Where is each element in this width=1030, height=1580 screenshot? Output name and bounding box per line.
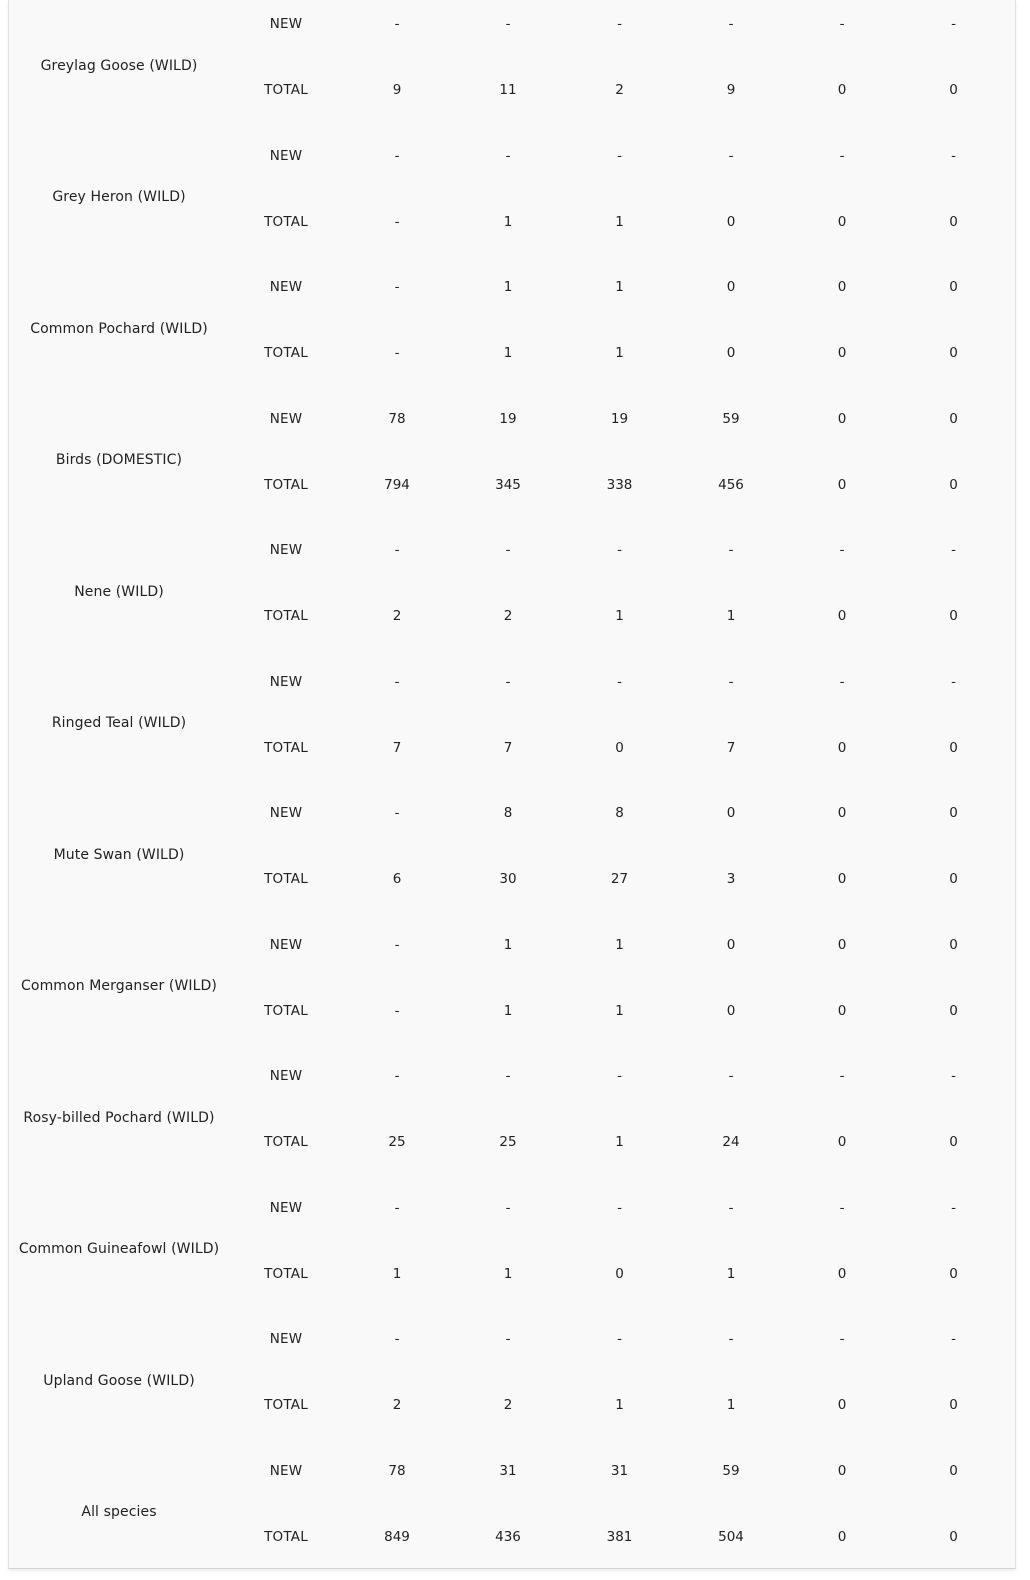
table-cell: 0 xyxy=(949,1528,958,1545)
new-cases-row xyxy=(9,672,1015,692)
new-cases-row xyxy=(9,146,1015,166)
table-cell: 345 xyxy=(495,476,521,493)
table-cell: 1 xyxy=(615,345,624,361)
table-cell: 0 xyxy=(837,608,847,624)
table-cell: 0 xyxy=(837,739,847,756)
row-type-label: NEW xyxy=(269,16,303,32)
table-cell: 1 xyxy=(503,213,513,230)
table-cell: 0 xyxy=(837,936,847,953)
table-cell: 2 xyxy=(392,608,402,624)
total-cases-row xyxy=(9,1132,1015,1152)
table-cell: - xyxy=(728,16,734,32)
table-cell: 0 xyxy=(949,1462,958,1479)
table-cell: 338 xyxy=(606,476,633,493)
total-cases-row xyxy=(9,1264,1015,1284)
table-cell: 0 xyxy=(837,476,847,493)
new-cases-row xyxy=(9,14,1015,34)
table-cell: - xyxy=(839,673,845,690)
new-cases-row xyxy=(9,803,1015,823)
row-type-label: NEW xyxy=(269,1462,303,1479)
table-cell: 2 xyxy=(392,1397,402,1413)
row-type-label: TOTAL xyxy=(264,345,308,361)
table-cell: - xyxy=(617,1331,622,1347)
table-cell: 0 xyxy=(837,213,847,230)
species-group xyxy=(9,1315,1015,1447)
table-cell: 0 xyxy=(949,608,958,624)
row-type-label: NEW xyxy=(269,936,303,953)
table-cell: 0 xyxy=(837,1528,847,1545)
table-cell: 0 xyxy=(949,213,958,230)
table-cell: 0 xyxy=(949,82,958,98)
table-cell: 0 xyxy=(837,410,847,427)
table-cell: 1 xyxy=(726,1397,736,1413)
row-type-label: NEW xyxy=(269,673,303,690)
table-cell: 0 xyxy=(949,805,958,821)
new-cases-row xyxy=(9,935,1015,955)
table-cell: - xyxy=(728,1331,734,1347)
table-cell: - xyxy=(951,1331,956,1347)
table-cell: 0 xyxy=(949,476,958,493)
species-name: Common Pochard (WILD) xyxy=(30,320,208,337)
species-name: Greylag Goose (WILD) xyxy=(40,57,198,74)
outbreak-table-panel xyxy=(8,0,1016,1569)
table-cell: - xyxy=(728,542,734,558)
table-cell: 1 xyxy=(392,1265,402,1282)
new-cases-row xyxy=(9,540,1015,560)
table-cell: - xyxy=(839,147,845,164)
table-cell: - xyxy=(394,147,400,164)
row-type-label: TOTAL xyxy=(264,476,308,493)
total-cases-row xyxy=(9,1527,1015,1547)
table-cell: 0 xyxy=(837,1397,847,1413)
new-cases-row xyxy=(9,277,1015,297)
new-cases-row xyxy=(9,1198,1015,1218)
total-cases-row xyxy=(9,606,1015,626)
species-name: Mute Swan (WILD) xyxy=(53,846,185,863)
table-cell: 0 xyxy=(949,345,958,361)
table-cell: 1 xyxy=(615,1397,624,1413)
table-cell: 794 xyxy=(384,476,410,493)
species-name: Rosy-billed Pochard (WILD) xyxy=(23,1109,215,1126)
row-type-label: TOTAL xyxy=(264,871,308,887)
table-cell: 2 xyxy=(503,1397,513,1413)
table-cell: 1 xyxy=(503,1002,513,1019)
table-cell: 1 xyxy=(503,936,513,953)
table-cell: - xyxy=(839,1068,845,1084)
table-cell: 0 xyxy=(837,871,847,887)
table-cell: - xyxy=(951,673,956,690)
table-cell: 27 xyxy=(610,871,629,887)
table-cell: - xyxy=(728,673,734,690)
table-cell: 0 xyxy=(837,82,847,98)
table-cell: 25 xyxy=(499,1134,517,1150)
table-cell: 24 xyxy=(722,1134,740,1150)
table-cell: 1 xyxy=(503,279,513,295)
table-cell: - xyxy=(839,16,845,32)
table-cell: - xyxy=(394,805,400,821)
table-cell: 0 xyxy=(949,871,958,887)
table-cell: 0 xyxy=(949,936,958,953)
total-cases-row xyxy=(9,343,1015,363)
table-cell: 0 xyxy=(949,1002,958,1019)
table-cell: - xyxy=(394,16,400,32)
table-cell: - xyxy=(394,1068,400,1084)
table-cell: 0 xyxy=(726,805,736,821)
table-cell: 31 xyxy=(610,1462,629,1479)
table-cell: 1 xyxy=(615,1134,624,1150)
table-cell: 1 xyxy=(615,1002,624,1019)
total-cases-row xyxy=(9,475,1015,495)
table-cell: 0 xyxy=(837,279,847,295)
species-group xyxy=(9,526,1015,658)
table-cell: - xyxy=(394,213,400,230)
table-cell: 7 xyxy=(726,739,736,756)
table-cell: 0 xyxy=(726,345,736,361)
table-cell: - xyxy=(394,345,400,361)
table-cell: - xyxy=(951,16,956,32)
row-type-label: TOTAL xyxy=(264,1002,308,1019)
row-type-label: TOTAL xyxy=(264,1397,308,1413)
table-cell: 1 xyxy=(726,608,736,624)
total-cases-row xyxy=(9,1001,1015,1021)
table-cell: 0 xyxy=(949,279,958,295)
table-cell: - xyxy=(839,1199,845,1216)
species-group xyxy=(9,0,1015,132)
table-cell: 2 xyxy=(615,82,624,98)
new-cases-row xyxy=(9,409,1015,429)
total-cases-row xyxy=(9,212,1015,232)
table-cell: - xyxy=(394,1002,400,1019)
table-cell: 0 xyxy=(726,279,736,295)
table-cell: 1 xyxy=(615,608,624,624)
total-cases-row xyxy=(9,80,1015,100)
table-cell: - xyxy=(394,1199,400,1216)
table-cell: 0 xyxy=(726,213,736,230)
table-cell: 0 xyxy=(949,410,958,427)
new-cases-row xyxy=(9,1066,1015,1086)
table-cell: 1 xyxy=(615,279,624,295)
table-cell: - xyxy=(505,1331,511,1347)
table-cell: 0 xyxy=(837,1462,847,1479)
table-cell: - xyxy=(505,542,511,558)
row-type-label: TOTAL xyxy=(264,1134,308,1150)
table-cell: 456 xyxy=(718,476,744,493)
table-cell: - xyxy=(394,1331,400,1347)
table-cell: 30 xyxy=(499,871,517,887)
row-type-label: NEW xyxy=(269,279,303,295)
table-cell: - xyxy=(617,1199,622,1216)
table-cell: - xyxy=(505,147,511,164)
table-cell: - xyxy=(728,1199,734,1216)
table-cell: 849 xyxy=(384,1528,410,1545)
table-cell: 9 xyxy=(392,82,402,98)
species-name: Nene (WILD) xyxy=(74,583,164,600)
row-type-label: TOTAL xyxy=(264,82,308,98)
species-group xyxy=(9,132,1015,264)
species-group xyxy=(9,789,1015,921)
table-cell: 78 xyxy=(388,410,406,427)
row-type-label: NEW xyxy=(269,1331,303,1347)
species-name: Ringed Teal (WILD) xyxy=(51,715,187,732)
table-cell: - xyxy=(394,673,400,690)
table-cell: - xyxy=(839,542,845,558)
table-cell: 0 xyxy=(949,1134,958,1150)
row-type-label: NEW xyxy=(269,1199,303,1216)
species-name: Grey Heron (WILD) xyxy=(52,189,186,206)
table-cell: - xyxy=(728,147,734,164)
table-cell: 6 xyxy=(392,871,402,887)
species-group xyxy=(9,395,1015,527)
table-cell: 1 xyxy=(503,1265,513,1282)
table-cell: 8 xyxy=(503,805,513,821)
table-cell: 11 xyxy=(499,82,517,98)
species-group xyxy=(9,263,1015,395)
table-cell: - xyxy=(617,673,622,690)
table-cell: - xyxy=(951,147,956,164)
table-cell: 0 xyxy=(837,1265,847,1282)
table-cell: 7 xyxy=(392,739,402,756)
total-cases-row xyxy=(9,738,1015,758)
species-group xyxy=(9,1447,1015,1579)
table-cell: 0 xyxy=(726,936,736,953)
table-cell: - xyxy=(951,1068,956,1084)
table-cell: 31 xyxy=(499,1462,517,1479)
species-name: Common Merganser (WILD) xyxy=(21,978,217,995)
table-cell: 78 xyxy=(388,1462,406,1479)
species-group xyxy=(9,1052,1015,1184)
row-type-label: TOTAL xyxy=(264,213,308,230)
table-cell: - xyxy=(505,16,511,32)
total-cases-row xyxy=(9,1395,1015,1415)
table-cell: 25 xyxy=(388,1134,406,1150)
table-cell: 0 xyxy=(837,1002,847,1019)
table-cell: 2 xyxy=(503,608,513,624)
table-cell: - xyxy=(951,1199,956,1216)
table-cell: 19 xyxy=(610,410,629,427)
row-type-label: TOTAL xyxy=(264,608,308,624)
new-cases-row xyxy=(9,1329,1015,1349)
table-cell: 0 xyxy=(615,1265,624,1282)
table-cell: 0 xyxy=(726,1002,736,1019)
species-name: Upland Goose (WILD) xyxy=(43,1372,195,1389)
table-cell: 1 xyxy=(615,213,624,230)
table-cell: - xyxy=(839,1331,845,1347)
table-cell: 19 xyxy=(499,410,517,427)
table-cell: 59 xyxy=(722,410,740,427)
table-cell: 1 xyxy=(615,936,624,953)
table-cell: 504 xyxy=(718,1528,744,1545)
table-cell: 9 xyxy=(726,82,736,98)
table-cell: - xyxy=(617,16,622,32)
table-cell: 0 xyxy=(949,1397,958,1413)
species-group xyxy=(9,921,1015,1053)
table-cell: 1 xyxy=(503,345,513,361)
species-name: Common Guineafowl (WILD) xyxy=(18,1241,220,1258)
table-cell: 0 xyxy=(949,1265,958,1282)
table-cell: 436 xyxy=(495,1528,521,1545)
table-cell: - xyxy=(728,1068,734,1084)
row-type-label: NEW xyxy=(269,147,303,164)
row-type-label: TOTAL xyxy=(264,739,308,756)
table-cell: - xyxy=(951,542,956,558)
species-group xyxy=(9,1184,1015,1316)
row-type-label: NEW xyxy=(269,805,303,821)
table-cell: 59 xyxy=(722,1462,740,1479)
table-cell: 1 xyxy=(726,1265,736,1282)
row-type-label: NEW xyxy=(269,410,303,427)
table-cell: 7 xyxy=(503,739,513,756)
table-cell: - xyxy=(505,673,511,690)
table-cell: - xyxy=(617,542,622,558)
table-cell: - xyxy=(394,936,400,953)
table-cell: 0 xyxy=(837,805,847,821)
table-cell: - xyxy=(617,147,622,164)
species-table xyxy=(9,0,1015,1578)
table-cell: 3 xyxy=(726,871,736,887)
table-cell: 381 xyxy=(606,1528,633,1545)
species-group xyxy=(9,658,1015,790)
table-cell: 0 xyxy=(837,1134,847,1150)
table-cell: - xyxy=(617,1068,622,1084)
table-cell: 0 xyxy=(615,739,624,756)
species-name: Birds (DOMESTIC) xyxy=(55,452,183,469)
table-cell: - xyxy=(394,279,400,295)
row-type-label: TOTAL xyxy=(264,1528,308,1545)
total-cases-row xyxy=(9,869,1015,889)
table-cell: 0 xyxy=(837,345,847,361)
row-type-label: NEW xyxy=(269,1068,303,1084)
species-name: All species xyxy=(81,1504,157,1521)
table-cell: - xyxy=(505,1199,511,1216)
table-cell: 8 xyxy=(615,805,624,821)
table-cell: - xyxy=(394,542,400,558)
table-cell: - xyxy=(505,1068,511,1084)
row-type-label: TOTAL xyxy=(264,1265,308,1282)
row-type-label: NEW xyxy=(269,542,303,558)
new-cases-row xyxy=(9,1461,1015,1481)
table-cell: 0 xyxy=(949,739,958,756)
